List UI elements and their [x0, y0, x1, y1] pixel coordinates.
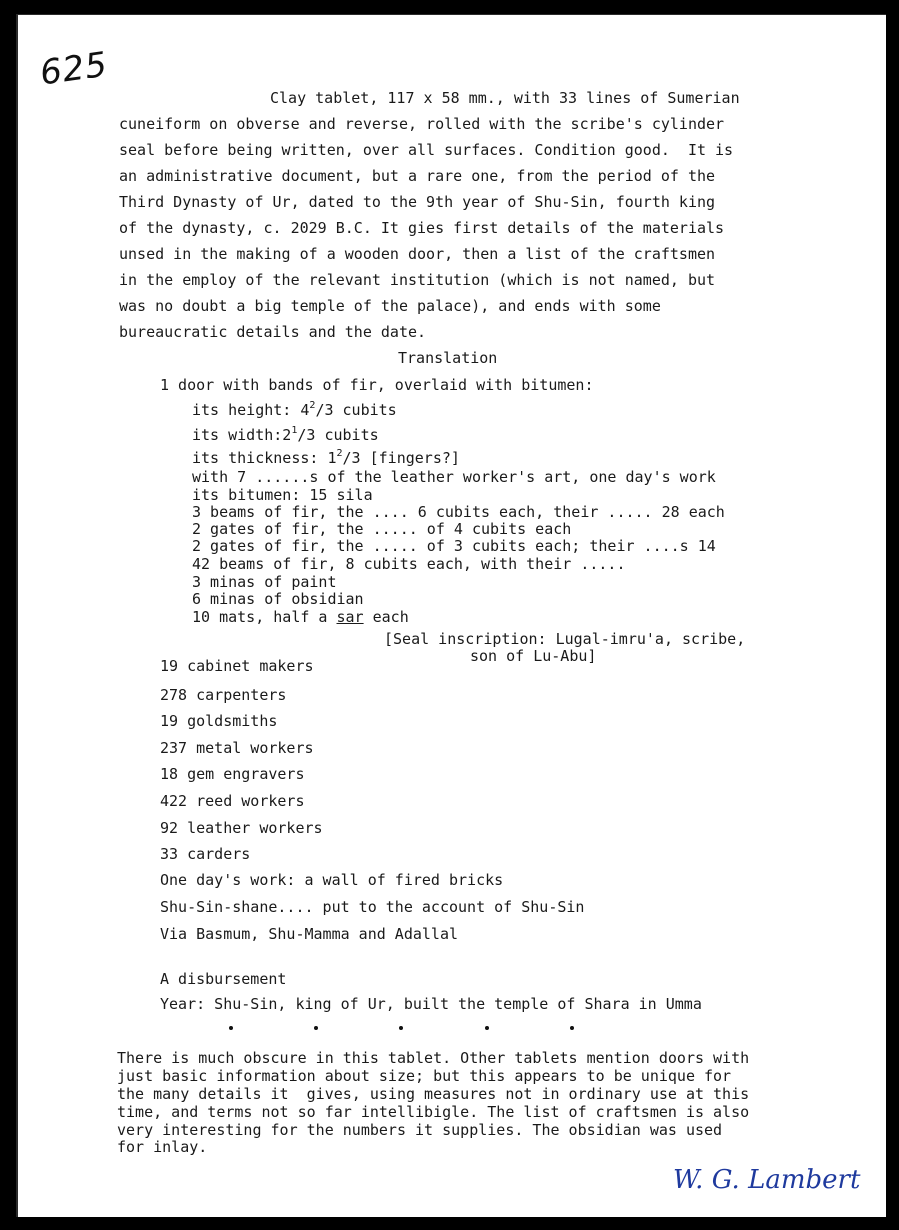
document-page — [16, 14, 886, 1217]
thickness-prefix: its thickness: 1 — [192, 449, 337, 467]
signature: W. G. Lambert — [673, 1165, 861, 1195]
thickness-sup: 2 — [336, 448, 343, 459]
thickness-line — [192, 448, 460, 467]
intro-line: of the dynasty, c. 2029 B.C. It gies first details of the materials — [119, 219, 725, 237]
materials-line: 6 minas of obsidian — [192, 590, 364, 608]
intro-line: unsed in the making of a wooden door, then a list of the craftsmen — [119, 245, 716, 263]
materials-line: 42 beams of fir, 8 cubits each, with their ..... — [192, 555, 626, 573]
thickness-suffix: /3 [fingers?] — [342, 449, 460, 467]
list-item: Shu-Sin-shane.... put to the account of Shu-Sin — [160, 898, 585, 916]
mats-suffix: each — [363, 608, 409, 626]
materials-line: 2 gates of fir, the ..... of 4 cubits each — [192, 520, 572, 538]
height-sup: 2 — [309, 400, 316, 411]
width-line — [192, 425, 379, 444]
seal-line: [Seal inscription: Lugal-imru'a, scribe, — [384, 630, 746, 648]
height-prefix: its height: 4 — [192, 401, 310, 419]
page-number: 625 — [37, 44, 111, 94]
mats-line — [192, 610, 409, 625]
commentary-line: very interesting for the numbers it supplies. The obsidian was used — [117, 1121, 723, 1139]
divider-dot — [570, 1026, 574, 1030]
list-item: 422 reed workers — [160, 792, 305, 810]
list-item: 19 goldsmiths — [160, 712, 278, 730]
list-item: 33 carders — [160, 845, 251, 863]
materials-line: 3 beams of fir, the .... 6 cubits each, their ..... 28 each — [192, 503, 725, 521]
intro-line: seal before being written, over all surfaces. Condition good. It is — [119, 141, 734, 159]
list-item: One day's work: a wall of fired bricks — [160, 871, 504, 889]
height-line — [192, 400, 397, 419]
door-line: 1 door with bands of fir, overlaid with bitumen: — [160, 376, 594, 394]
seal-line: son of Lu-Abu] — [470, 647, 597, 665]
mats-underlined: sar — [336, 608, 364, 626]
width-prefix: its width:2 — [192, 426, 292, 444]
commentary-line: for inlay. — [117, 1138, 208, 1156]
disbursement-line: A disbursement — [160, 970, 287, 988]
year-line: Year: Shu-Sin, king of Ur, built the temple of Shara in Umma — [160, 995, 702, 1013]
intro-line: Third Dynasty of Ur, dated to the 9th year of Shu-Sin, fourth king — [119, 193, 716, 211]
translation-heading: Translation — [398, 349, 498, 367]
list-item: Via Basmum, Shu-Mamma and Adallal — [160, 925, 459, 943]
commentary-line: There is much obscure in this tablet. Other tablets mention doors with — [117, 1049, 750, 1067]
divider-dot — [314, 1026, 318, 1030]
intro-line: Clay tablet, 117 x 58 mm., with 33 lines of Sumerian — [270, 89, 740, 107]
divider-dot — [485, 1026, 489, 1030]
intro-line: an administrative document, but a rare one, from the period of the — [119, 167, 716, 185]
width-suffix: /3 cubits — [297, 426, 379, 444]
intro-line: in the employ of the relevant institution (which is not named, but — [119, 271, 716, 289]
commentary-line: the many details it gives, using measures not in ordinary use at this — [117, 1085, 750, 1103]
width-sup: 1 — [291, 425, 298, 436]
materials-line: with 7 ......s of the leather worker's art, one day's work — [192, 468, 716, 486]
height-suffix: /3 cubits — [315, 401, 397, 419]
mats-prefix: 10 mats, half a — [192, 608, 337, 626]
list-item: 92 leather workers — [160, 819, 323, 837]
list-item: 237 metal workers — [160, 739, 314, 757]
list-item: 278 carpenters — [160, 686, 287, 704]
intro-line: was no doubt a big temple of the palace), and ends with some — [119, 297, 661, 315]
list-item: 18 gem engravers — [160, 765, 305, 783]
materials-line: 3 minas of paint — [192, 573, 337, 591]
divider-dot — [229, 1026, 233, 1030]
intro-line: cuneiform on obverse and reverse, rolled with the scribe's cylinder — [119, 115, 725, 133]
commentary-line: just basic information about size; but this appears to be unique for — [117, 1067, 732, 1085]
list-item: 19 cabinet makers — [160, 657, 314, 675]
intro-line: bureaucratic details and the date. — [119, 323, 427, 341]
commentary-line: time, and terms not so far intellibigle. The list of craftsmen is also — [117, 1103, 750, 1121]
divider-dot — [399, 1026, 403, 1030]
materials-line: 2 gates of fir, the ..... of 3 cubits each; their ....s 14 — [192, 537, 716, 555]
materials-line: its bitumen: 15 sila — [192, 486, 373, 504]
